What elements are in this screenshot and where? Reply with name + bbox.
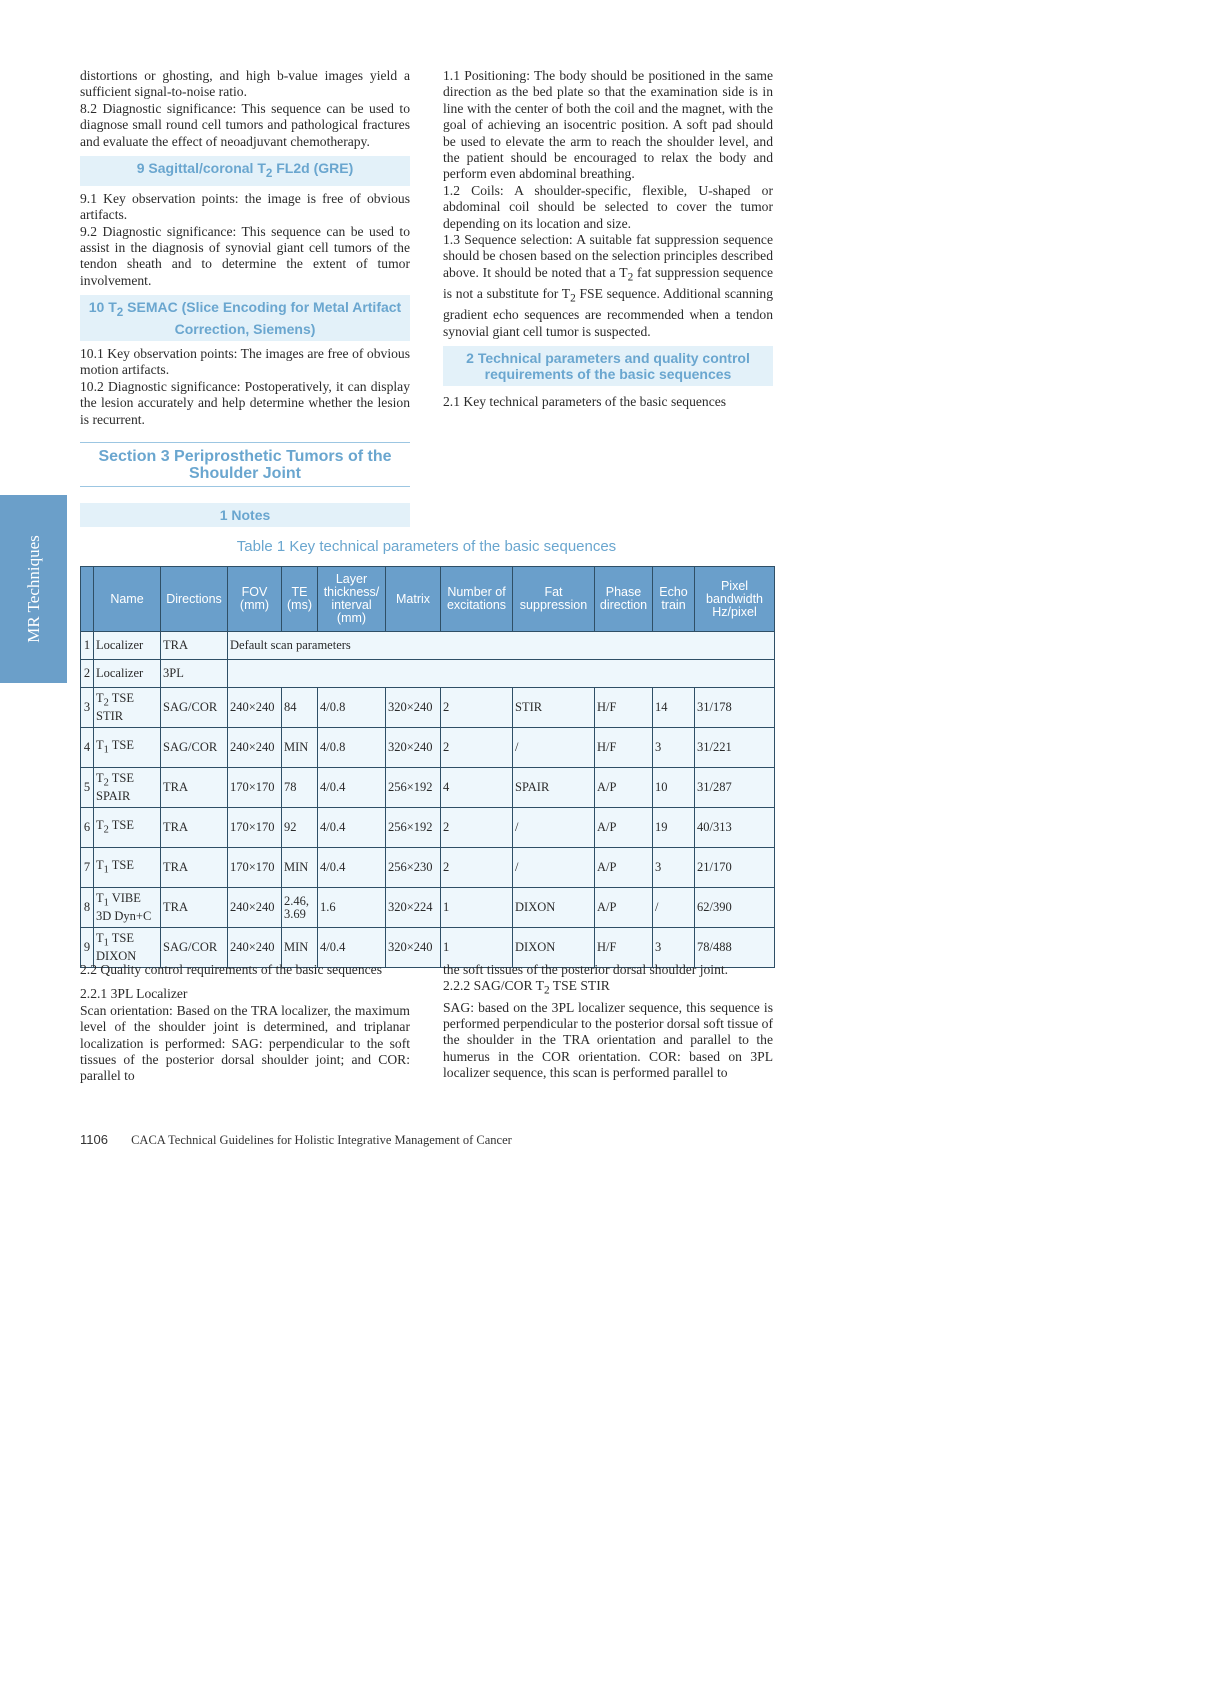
table-cell: 256×192	[386, 808, 441, 848]
table-cell: SAG/COR	[161, 728, 228, 768]
table-cell: TRA	[161, 768, 228, 808]
table-cell: 1	[441, 928, 513, 968]
table-cell-name: $T_1$ TSE	[94, 848, 161, 888]
paragraph: 2.2.2 SAG/COR $T_2$ TSE STIR	[443, 978, 610, 998]
table-cell: 2	[441, 808, 513, 848]
heading-9: 9 Sagittal/coronal $T_2$ FL2d (GRE)	[80, 156, 410, 186]
bottom-left-column	[80, 962, 410, 1085]
table-cell: 4/0.8	[318, 688, 386, 728]
table-header-cell: Matrix	[386, 567, 441, 632]
table-cell: 240×240	[228, 728, 282, 768]
paragraph: 10.2 Diagnostic significance: Postoperatively, it can display the lesion accurately and help determine whether the lesion is recurrent.	[80, 378, 410, 427]
table-cell: A/P	[595, 888, 653, 928]
paragraph: 2.2.1 3PL Localizer	[80, 986, 188, 1002]
table-cell: 31/287	[695, 768, 775, 808]
table-cell: /	[513, 808, 595, 848]
table-row	[81, 808, 775, 848]
table-cell: 4/0.4	[318, 808, 386, 848]
table-cell: 4	[81, 728, 94, 768]
side-tab-label: MR Techniques	[23, 535, 43, 643]
table-cell: MIN	[282, 728, 318, 768]
paragraph: 2.2 Quality control requirements of the basic sequences	[80, 962, 382, 977]
table-cell: 10	[653, 768, 695, 808]
paragraph: distortions or ghosting, and high b-value images yield a sufficient signal-to-noise ratio.	[80, 68, 410, 100]
left-column	[80, 68, 410, 532]
table-cell: 2	[441, 848, 513, 888]
table-cell: 170×170	[228, 808, 282, 848]
table-header-cell: Echo train	[653, 567, 695, 632]
table-cell: SAG/COR	[161, 928, 228, 968]
table-cell: 256×192	[386, 768, 441, 808]
table-cell: H/F	[595, 728, 653, 768]
table-cell: 2	[441, 688, 513, 728]
table-header-cell: TE (ms)	[282, 567, 318, 632]
table-cell: 240×240	[228, 688, 282, 728]
table-caption: Table 1 Key technical parameters of the basic sequences	[236, 538, 617, 555]
table-cell: /	[653, 888, 695, 928]
table-row	[81, 848, 775, 888]
table-cell: 256×230	[386, 848, 441, 888]
page-number: 1106	[80, 1132, 108, 1147]
table-row	[81, 888, 775, 928]
table-cell: 1	[441, 888, 513, 928]
table-cell: 21/170	[695, 848, 775, 888]
paragraph: 9.1 Key observation points: the image is free of obvious artifacts.	[80, 190, 410, 223]
paragraph: 9.2 Diagnostic significance: This sequence can be used to assist in the diagnosis of synovial giant cell tumors of the tendon sheath and to determine the extent of tumor involvement.	[80, 223, 410, 288]
table-cell: 31/221	[695, 728, 775, 768]
table-header-cell: Pixel bandwidth Hz/pixel	[695, 567, 775, 632]
table-cell: MIN	[282, 928, 318, 968]
paragraph: 10.1 Key observation points: The images are free of obvious motion artifacts.	[80, 346, 410, 378]
table-cell: 170×170	[228, 848, 282, 888]
table-cell: SAG/COR	[161, 688, 228, 728]
table-cell: 14	[653, 688, 695, 728]
table-cell-name: $T_1$ VIBE 3D Dyn+C	[94, 888, 161, 928]
table-cell: 4/0.4	[318, 928, 386, 968]
side-tab	[0, 495, 67, 683]
heading-2: 2 Technical parameters and quality control requirements of the basic sequences	[443, 346, 773, 386]
table-cell: H/F	[595, 688, 653, 728]
table-cell: 320×240	[386, 728, 441, 768]
table-header-cell: FOV (mm)	[228, 567, 282, 632]
table-row: 1 Localizer TRA Default scan parameters	[81, 632, 775, 660]
table-cell: 78/488	[695, 928, 775, 968]
table-cell: 8	[81, 888, 94, 928]
table-cell: 4/0.8	[318, 728, 386, 768]
heading-notes: 1 Notes	[80, 503, 410, 527]
section-heading: Section 3 Periprosthetic Tumors of the Shoulder Joint	[80, 442, 410, 487]
table-cell: 3	[653, 728, 695, 768]
page-footer	[80, 1132, 512, 1148]
table-cell-name: $T_2$ TSE STIR	[94, 688, 161, 728]
table-header-cell: Layer thickness/ interval (mm)	[318, 567, 386, 632]
table-header-cell: Number of excitations	[441, 567, 513, 632]
table-header-cell: Name	[94, 567, 161, 632]
table-header-cell: Fat suppression	[513, 567, 595, 632]
paragraph: Scan orientation: Based on the TRA localizer, the maximum level of the shoulder joint is determined, and triplanar localization is performed: SAG: perpendicular to the soft tissues of the posterior dorsal shoulder joint; and COR: parallel to	[80, 1002, 410, 1084]
bottom-right-column	[443, 962, 773, 1082]
table-cell: H/F	[595, 928, 653, 968]
table-cell: 40/313	[695, 808, 775, 848]
table-cell: 2.46, 3.69	[282, 888, 318, 928]
parameters-table	[80, 566, 775, 968]
table-cell: 4	[441, 768, 513, 808]
paragraph: 8.2 Diagnostic significance: This sequence can be used to diagnose small round cell tumors and pathological fractures and evaluate the effect of neoadjuvant chemotherapy.	[80, 100, 410, 149]
table-cell: /	[513, 728, 595, 768]
right-column	[443, 68, 773, 410]
table-cell: 4/0.4	[318, 768, 386, 808]
table-cell: 320×224	[386, 888, 441, 928]
table-cell: 2	[441, 728, 513, 768]
table-cell: A/P	[595, 768, 653, 808]
paragraph: 2.1 Key technical parameters of the basic sequences	[443, 393, 727, 409]
table-cell: 4/0.4	[318, 848, 386, 888]
table-cell: 320×240	[386, 928, 441, 968]
table-cell: 6	[81, 808, 94, 848]
table-cell: 31/178	[695, 688, 775, 728]
heading-10: 10 $T_2$ SEMAC (Slice Encoding for Metal Artifact Correction, Siemens)	[80, 295, 410, 341]
table-cell-name: $T_2$ TSE SPAIR	[94, 768, 161, 808]
table-cell: 9	[81, 928, 94, 968]
table-cell: 19	[653, 808, 695, 848]
table-cell: 240×240	[228, 888, 282, 928]
table-cell: TRA	[161, 808, 228, 848]
table-cell: DIXON	[513, 888, 595, 928]
table-cell: STIR	[513, 688, 595, 728]
table-cell: 3	[653, 928, 695, 968]
table-cell: A/P	[595, 808, 653, 848]
paragraph: 1.2 Coils: A shoulder-specific, flexible, U-shaped or abdominal coil should be selected to cover the tumor depending on its location and size.	[443, 182, 773, 231]
table-cell-name: $T_1$ TSE	[94, 728, 161, 768]
table-cell-name: $T_2$ TSE	[94, 808, 161, 848]
table-cell: 7	[81, 848, 94, 888]
table-cell: 1.6	[318, 888, 386, 928]
table-cell: SPAIR	[513, 768, 595, 808]
table-cell: 3	[81, 688, 94, 728]
table-cell: 3	[653, 848, 695, 888]
paragraph: the soft tissues of the posterior dorsal shoulder joint.	[443, 962, 729, 977]
table-cell: 78	[282, 768, 318, 808]
table-cell: 84	[282, 688, 318, 728]
table-cell: 240×240	[228, 928, 282, 968]
table-cell: DIXON	[513, 928, 595, 968]
table-cell: TRA	[161, 888, 228, 928]
paragraph: SAG: based on the 3PL localizer sequence, this sequence is performed perpendicular to the posterior dorsal soft tissue of the shoulder in the TRA orientation and parallel to the humerus in the COR orientation. COR: based on 3PL localizer sequence, this scan is performed parallel to	[443, 999, 773, 1081]
table-row	[81, 688, 775, 728]
table-header-cell: Directions	[161, 567, 228, 632]
table-row	[81, 728, 775, 768]
table-cell: 5	[81, 768, 94, 808]
table-cell: TRA	[161, 848, 228, 888]
table-header-cell: Phase direction	[595, 567, 653, 632]
footer-title: CACA Technical Guidelines for Holistic Integrative Management of Cancer	[131, 1133, 512, 1147]
table-row: 2 Localizer 3PL	[81, 660, 775, 688]
paragraph: 1.3 Sequence selection: A suitable fat suppression sequence should be chosen based on the selection principles described above. It should be noted that a $T_2$ fat suppression sequence is not a substitute for $T_2$ FSE sequence. Additional scanning gradient echo sequences are recommended when a tendon synovial giant cell tumor is suspected.	[443, 232, 773, 339]
table-cell: 170×170	[228, 768, 282, 808]
table-cell: 92	[282, 808, 318, 848]
table-row	[81, 768, 775, 808]
table-cell: MIN	[282, 848, 318, 888]
table-cell: 320×240	[386, 688, 441, 728]
table-cell: 62/390	[695, 888, 775, 928]
table-header-cell	[81, 567, 94, 632]
table-cell-name: $T_1$ TSE DIXON	[94, 928, 161, 968]
paragraph: 1.1 Positioning: The body should be positioned in the same direction as the bed plate so that the examination side is in line with the center of both the coil and the magnet, with the goal of achieving an isocentric position. A soft pad should be used to elevate the arm to reach the shoulder level, and the patient should be encouraged to relax the body and perform even abdominal breathing.	[443, 68, 773, 182]
table-header-row	[81, 567, 775, 632]
table-cell: /	[513, 848, 595, 888]
table-cell: A/P	[595, 848, 653, 888]
